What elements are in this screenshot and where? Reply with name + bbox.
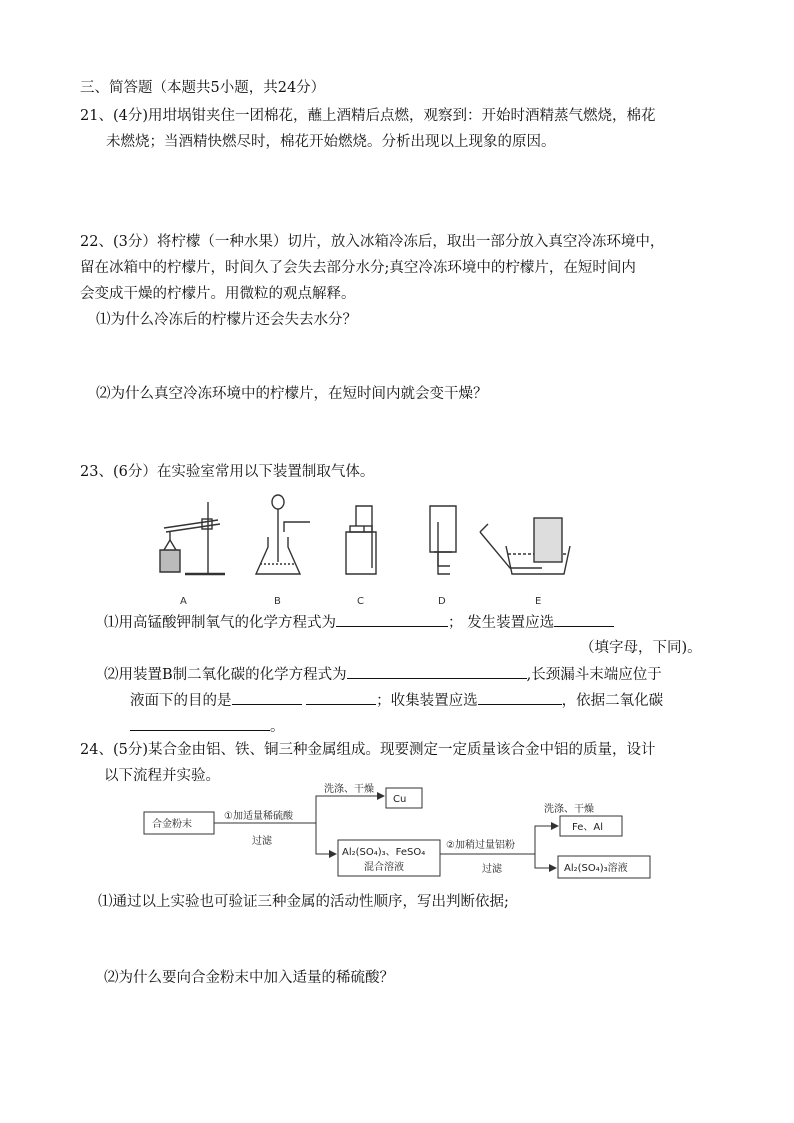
flow-cu: Cu — [393, 794, 407, 805]
apparatus-figure — [150, 492, 580, 612]
flow-final: Al₂(SO₄)₃溶液 — [564, 863, 628, 874]
q23-sub2-d: ；收集装置应选 — [376, 693, 478, 709]
q23-sub1-b: ； 发生装置应选 — [448, 615, 555, 631]
flow-step1: ①加适量稀硫酸 — [224, 811, 293, 822]
apparatus-label-c: C — [357, 596, 364, 607]
q23-sub1-a: ⑴用高锰酸钾制氧气的化学方程式为 — [104, 615, 336, 631]
apparatus-label-a: A — [180, 596, 187, 607]
q23-sub2-e: ，依据二氧化碳 — [561, 693, 664, 709]
q23-sub2-c: 液面下的目的是 — [130, 693, 232, 709]
flow-step2: ②加稍过量铝粉 — [446, 840, 515, 851]
q22-line2: 留在冰箱中的柠檬片，时间久了会失去部分水分;真空冷冻环境中的柠檬片，在短时间内 — [80, 260, 636, 276]
apparatus-e-icon — [480, 518, 570, 574]
flow-mix1: Al₂(SO₄)₃、FeSO₄ — [342, 847, 426, 858]
flow-filter1: 过滤 — [252, 836, 272, 847]
q23-sub2-line2 — [130, 690, 663, 711]
q23-answer-blank-1[interactable] — [336, 612, 448, 627]
q24-line2: 以下流程并实验。 — [104, 768, 220, 784]
apparatus-label-d: D — [438, 596, 446, 607]
q23-answer-blank-4[interactable] — [232, 690, 302, 705]
apparatus-b-icon — [256, 495, 310, 574]
q23-sub2-f: 。 — [270, 719, 285, 735]
q23-sub1-line — [104, 612, 614, 633]
q24-line1: 24、(5分)某合金由铝、铁、铜三种金属组成。现要测定一定质量该合金中铝的质量，设计 — [80, 742, 656, 758]
q22-line1: 22、(3分）将柠檬（一种水果）切片，放入冰箱冷冻后，取出一部分放入真空冷冻环境中， — [80, 234, 665, 250]
apparatus-c-icon — [346, 506, 376, 574]
apparatus-label-b: B — [274, 596, 281, 607]
apparatus-a-icon — [160, 502, 225, 574]
q23-sub2-a: ⑵用装置B制二氧化碳的化学方程式为 — [104, 667, 347, 683]
q23-answer-blank-2[interactable] — [554, 612, 614, 627]
q22-sub2: ⑵为什么真空冷冻环境中的柠檬片，在短时间内就会变干燥？ — [96, 386, 488, 402]
q23-answer-blank-7[interactable] — [130, 716, 270, 731]
apparatus-label-e: E — [535, 596, 542, 607]
flow-mix2: 混合溶液 — [364, 862, 404, 873]
flow-wash2: 洗涤、干燥 — [544, 804, 594, 815]
q23-sub2-line — [104, 664, 662, 685]
q23-answer-blank-3[interactable] — [347, 664, 527, 679]
apparatus-d-icon — [430, 506, 456, 574]
q21-line1: 21、(4分)用坩埚钳夹住一团棉花，蘸上酒精后点燃，观察到：开始时酒精蒸气燃烧，棉花 — [80, 108, 656, 124]
q21-line2: 未燃烧；当酒精快燃尽时，棉花开始燃烧。分析出现以上现象的原因。 — [106, 134, 556, 150]
q23-answer-blank-6[interactable] — [478, 690, 562, 705]
q23-answer-blank-5[interactable] — [306, 690, 376, 705]
q23-sub2-line3 — [130, 716, 285, 737]
q24-sub2: ⑵为什么要向合金粉末中加入适量的稀硫酸？ — [104, 970, 394, 986]
flow-start: 合金粉末 — [152, 819, 192, 830]
q22-line3: 会变成干燥的柠檬片。用微粒的观点解释。 — [80, 286, 356, 302]
q24-sub1: ⑴通过以上实验也可验证三种金属的活动性顺序，写出判断依据; — [98, 894, 509, 910]
q23-sub1-c: （填字母，下同)。 — [580, 640, 702, 656]
q23-line1: 23、(6分）在实验室常用以下装置制取气体。 — [80, 464, 375, 480]
process-flowchart — [140, 782, 660, 882]
q23-sub2-b: ,长颈漏斗末端应位于 — [526, 667, 662, 683]
flow-filter2: 过滤 — [482, 864, 502, 875]
section-title: 三、简答题（本题共5小题，共24分） — [80, 80, 326, 96]
flow-feal: Fe、Al — [572, 822, 603, 833]
flow-wash1: 洗涤、干燥 — [324, 784, 374, 795]
q22-sub1: ⑴为什么冷冻后的柠檬片还会失去水分？ — [96, 312, 357, 328]
